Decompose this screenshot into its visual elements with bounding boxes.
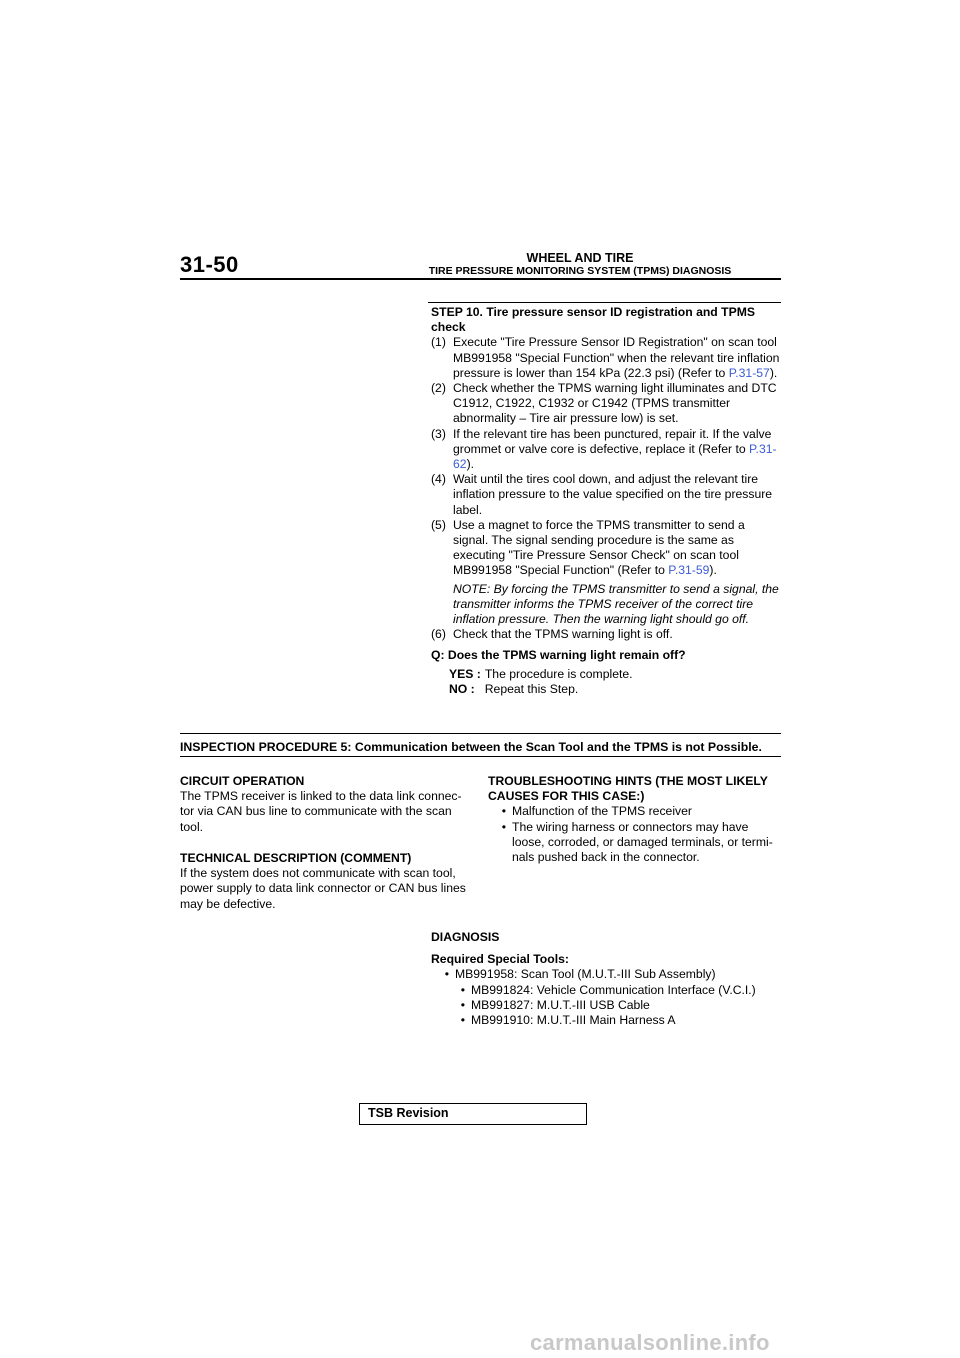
page-number: 31-50 (180, 252, 239, 277)
answer-yes-label: YES : (449, 666, 481, 681)
diagnosis-block (431, 930, 783, 1028)
step10-item-3 (431, 427, 783, 473)
tool-text: MB991958: Scan Tool (M.U.T.-III Sub Assembly) (455, 967, 716, 982)
procedure5-title: INSPECTION PROCEDURE 5: Communication between the Scan Tool and the TPMS is not Possible. (180, 740, 762, 754)
step10-question: Q: Does the TPMS warning light remain off? (431, 648, 686, 663)
item-number: (6) (431, 627, 446, 642)
list-item (447, 983, 783, 998)
step10-item-1 (431, 335, 783, 381)
tsb-revision-box (359, 1103, 587, 1125)
hint-text: The wiring harness or connectors may have loose, corroded, or damaged terminals, or termi-nals pushed back in the connector. (512, 819, 773, 865)
diagnosis-heading: DIAGNOSIS (431, 930, 500, 944)
tools-list (431, 967, 783, 982)
bullet-icon: • (501, 819, 506, 834)
answer-no (449, 682, 783, 697)
watermark-text: carmanualsonline.info (530, 1330, 770, 1355)
step10-item-5 (431, 518, 783, 579)
tech-text: If the system does not communicate with scan tool, power supply to data link connector or CAN bus lines may be defective. (180, 866, 466, 911)
answer-yes (449, 667, 783, 682)
section-title: WHEEL AND TIRE (526, 251, 634, 265)
item-text: Check that the TPMS warning light is off. (453, 627, 673, 642)
answer-no-text: Repeat this Step. (484, 681, 579, 696)
list-item (447, 998, 783, 1013)
step10-block (431, 305, 783, 697)
list-item (488, 804, 783, 819)
item-text-end: ). (709, 563, 717, 578)
item-text: If the relevant tire has been punctured, repair it. If the valve grommet or valve core is defective, replace it (Refer to (453, 426, 772, 456)
tools-heading: Required Special Tools: (431, 952, 569, 967)
item-number: (3) (431, 426, 446, 441)
circuit-heading: CIRCUIT OPERATION (180, 774, 305, 788)
tsb-revision-label: TSB Revision (368, 1106, 449, 1120)
list-item (431, 967, 783, 982)
tools-sublist (431, 983, 783, 1029)
item-number: (1) (431, 335, 446, 350)
list-item (447, 1013, 783, 1028)
step10-item-2 (431, 381, 783, 427)
hints-block (488, 774, 783, 865)
procedure-divider-top (180, 733, 781, 734)
reference-link[interactable]: P.31-62 (453, 441, 777, 472)
step-divider (428, 302, 781, 303)
step10-item-6 (431, 627, 783, 642)
answer-yes-text: The procedure is complete. (484, 666, 633, 681)
item-number: (5) (431, 517, 446, 532)
circuit-operation-block (180, 774, 470, 835)
reference-link[interactable]: P.31-59 (668, 563, 710, 578)
bullet-icon: • (460, 997, 465, 1012)
tech-heading: TECHNICAL DESCRIPTION (COMMENT) (180, 851, 412, 865)
hint-text: Malfunction of the TPMS receiver (512, 804, 692, 819)
list-item (488, 820, 783, 866)
item-text: Execute "Tire Pressure Sensor ID Registration" on scan tool MB991958 "Special Function" when the relevant tire inflation pressure is lower than 154 kPa (22.3 psi) (Refer to (453, 335, 780, 380)
tech-description-block (180, 851, 470, 912)
item-text: Use a magnet to force the TPMS transmitter to send a signal. The signal sending procedure is the same as executing "Tire Pressure Sensor Check" on scan tool MB991958 "Special Function" (Refer to (453, 517, 745, 578)
hints-list (488, 804, 783, 865)
item-text-end: ). (466, 457, 475, 472)
procedure-divider-bottom (180, 756, 781, 757)
step10-answers (431, 667, 783, 697)
hints-heading: TROUBLESHOOTING HINTS (THE MOST LIKELY CAUSES FOR THIS CASE:) (488, 774, 768, 804)
reference-link[interactable]: P.31-57 (728, 365, 770, 380)
item-number: (4) (431, 472, 446, 487)
header-divider (180, 278, 781, 280)
tool-text: MB991824: Vehicle Communication Interface (V.C.I.) (471, 982, 756, 997)
item-text-end: ). (769, 365, 778, 380)
step10-title: STEP 10. Tire pressure sensor ID registration and TPMS check (431, 305, 755, 335)
tool-text: MB991910: M.U.T.-III Main Harness A (471, 1013, 676, 1028)
answer-no-label: NO : (449, 681, 475, 696)
step10-note: NOTE: By forcing the TPMS transmitter to send a signal, the transmitter informs the TPMS receiver of the correct tire inflation pressure. Then the warning light should go off. (453, 581, 779, 627)
circuit-text: The TPMS receiver is linked to the data link connec-tor via CAN bus line to communicate with the scan tool. (180, 789, 462, 834)
item-number: (2) (431, 381, 446, 396)
tool-text: MB991827: M.U.T.-III USB Cable (471, 997, 650, 1012)
bullet-icon: • (444, 967, 449, 982)
step10-item-4 (431, 472, 783, 518)
bullet-icon: • (501, 804, 506, 819)
item-text: Wait until the tires cool down, and adjust the relevant tire inflation pressure to the value specified on the tire pressure label. (453, 472, 773, 517)
bullet-icon: • (460, 1013, 465, 1028)
item-text: Check whether the TPMS warning light illuminates and DTC C1912, C1922, C1932 or C1942 (TPMS transmitter abnormality – Tire air pressure low) is set. (453, 381, 777, 426)
section-subtitle: TIRE PRESSURE MONITORING SYSTEM (TPMS) DIAGNOSIS (428, 265, 732, 277)
bullet-icon: • (460, 982, 465, 997)
